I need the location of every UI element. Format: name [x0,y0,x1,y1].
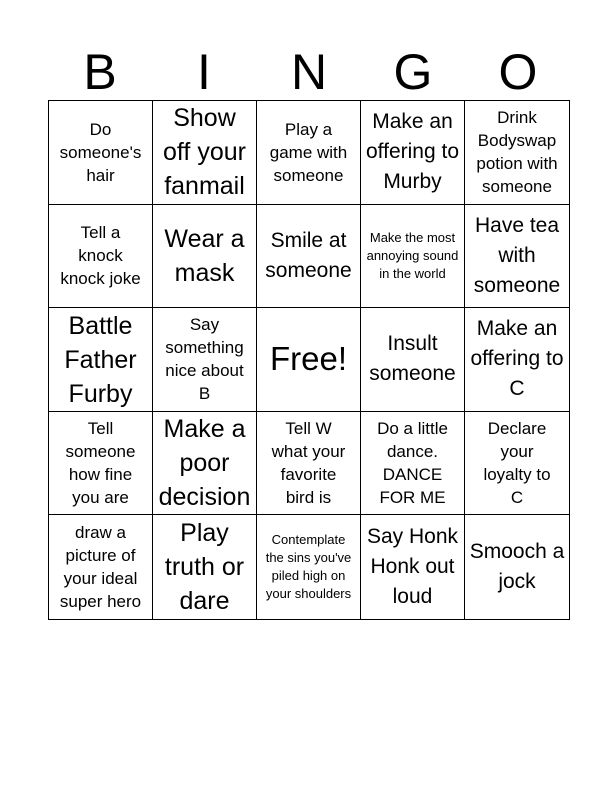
cell-text: Declare your loyalty to C [483,419,551,508]
bingo-cell [153,205,257,309]
cell-text: Smile at someone [265,228,352,282]
bingo-cell [49,205,153,309]
cell-text: Tell someone how fine you are [65,419,136,508]
header-letter-i: I [197,44,211,100]
bingo-cell [361,101,465,205]
cell-text: Smooch a jock [469,540,565,594]
cell-text: Have tea with someone [473,213,561,297]
bingo-cell-free [257,308,361,412]
bingo-cell [465,101,569,205]
bingo-header [48,44,570,100]
cell-text: Tell a knock knock joke [60,223,141,289]
bingo-cell [361,515,465,619]
bingo-cell [49,515,153,619]
header-letter-b: B [83,44,117,100]
cell-text: Make an offering to Murby [365,110,459,194]
bingo-cell [465,308,569,412]
bingo-cell [465,515,569,619]
bingo-cell [361,412,465,516]
bingo-cell [465,205,569,309]
bingo-cell [361,308,465,412]
bingo-cell [153,101,257,205]
bingo-cell [257,515,361,619]
cell-text: Play a game with someone [269,119,348,185]
bingo-cell [465,412,569,516]
cell-text: Do someone's hair [59,119,142,185]
bingo-cell [49,101,153,205]
header-letter-g: G [393,44,433,100]
bingo-cell [49,308,153,412]
cell-text: Say something nice about B [165,315,244,404]
bingo-cell [49,412,153,516]
free-space-text: Free! [269,340,348,378]
cell-text: Make the most annoying sound in the world [366,229,459,281]
cell-text: Say Honk Honk out loud [366,525,459,609]
cell-text: Drink Bodyswap potion with someone [476,108,558,197]
cell-text: Make an offering to C [470,317,564,401]
cell-text: Battle Father Furby [64,311,137,408]
bingo-cell [153,308,257,412]
cell-text: Do a little dance. DANCE FOR ME [377,419,448,508]
cell-text: Wear a mask [164,224,245,287]
header-letter-n: N [290,44,328,100]
bingo-cell [361,205,465,309]
cell-text: Play truth or dare [164,519,245,616]
cell-text: Show off your fanmail [163,104,246,201]
cell-text: draw a picture of your ideal super hero [59,523,142,612]
bingo-cell [153,515,257,619]
bingo-cell [257,412,361,516]
header-letter-o: O [498,44,538,100]
bingo-cell [257,205,361,309]
cell-text: Make a poor decision [158,415,251,512]
bingo-cell [153,412,257,516]
cell-text: Tell W what your favorite bird is [271,419,346,508]
cell-text: Contemplate the sins you've piled high on your shoulders [265,532,352,602]
cell-text: Insult someone [369,332,456,386]
bingo-cell [257,101,361,205]
bingo-card-grid [48,100,570,620]
